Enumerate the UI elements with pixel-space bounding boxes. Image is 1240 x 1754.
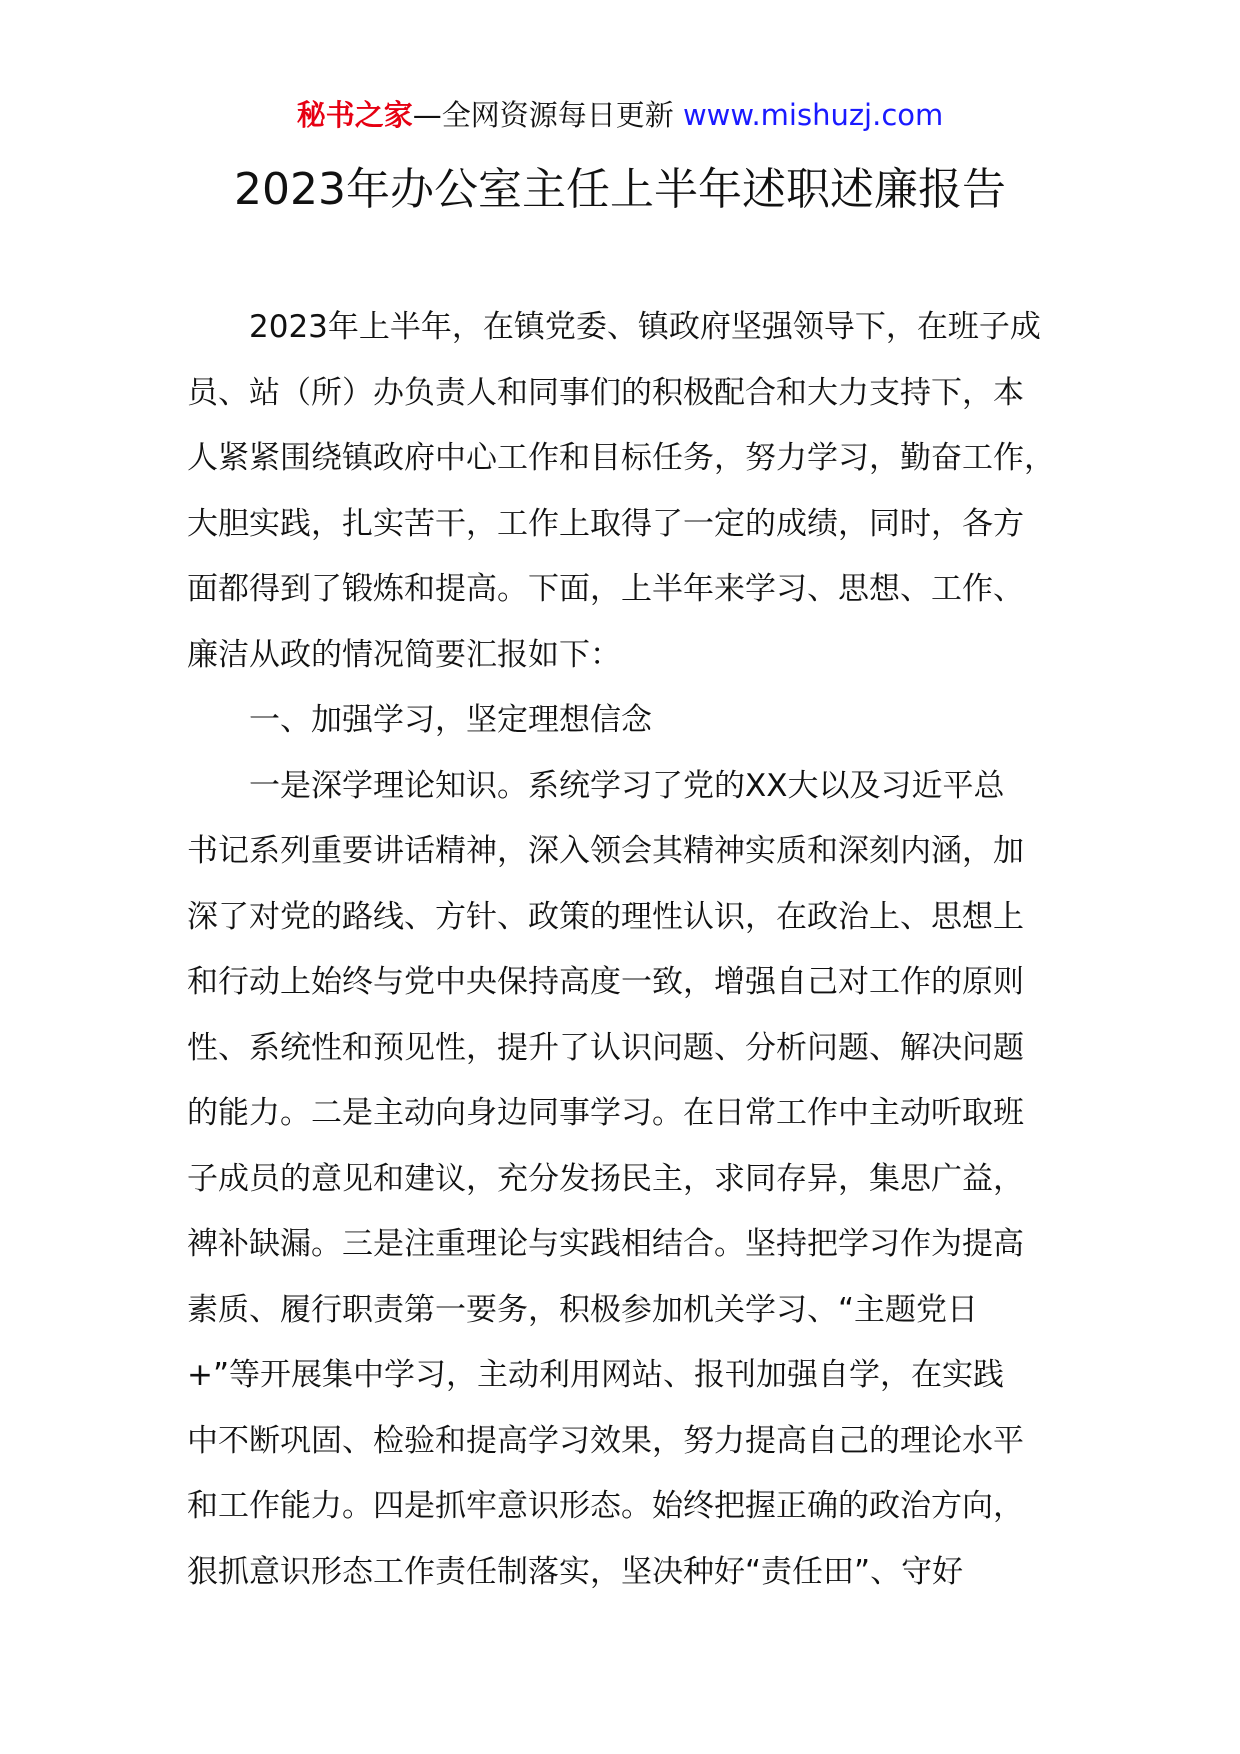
body-text-line: 一、加强学习，坚定理想信念 [249,702,652,738]
body-text-line: 性、系统性和预见性，提升了认识问题、分析问题、解决问题 [187,1029,1024,1066]
document-title: 2023年办公室主任上半年述职述廉报告 [234,164,1006,215]
body-text-line: 廉洁从政的情况简要汇报如下： [187,636,621,673]
site-tagline: —全网资源每日更新 [412,98,674,132]
body-text-line: 员、站（所）办负责人和同事们的积极配合和大力支持下，本 [187,374,1024,411]
body-text-line: 和行动上始终与党中央保持高度一致，增强自己对工作的原则 [187,964,1024,1000]
body-text-line: 一是深学理论知识。系统学习了党的XX大以及习近平总 [249,767,1005,804]
body-text-line: 狠抓意识形态工作责任制落实，坚决种好“责任田”、守好 [187,1553,964,1590]
body-text-line: 中不断巩固、检验和提高学习效果，努力提高自己的理论水平 [187,1422,1024,1459]
brand-name: 秘书之家 [296,98,413,132]
body-text-line: 面都得到了锻炼和提高。下面，上半年来学习、思想、工作、 [187,571,1024,607]
site-header [0,95,1240,135]
body-text-line: 素质、履行职责第一要务，积极参加机关学习、“主题党日 [187,1291,979,1328]
body-text-line: 书记系列重要讲话精神，深入领会其精神实质和深刻内涵，加 [187,833,1024,869]
body-text-line: 深了对党的路线、方针、政策的理性认识，在政治上、思想上 [187,898,1024,935]
body-text-line: 裨补缺漏。三是注重理论与实践相结合。坚持把学习作为提高 [187,1226,1024,1262]
body-text-line: +”等开展集中学习，主动利用网站、报刊加强自学，在实践 [187,1357,1005,1393]
body-text-line: 和工作能力。四是抓牢意识形态。始终把握正确的政治方向， [187,1488,1024,1524]
site-url-link[interactable]: www.mishuzj.com [682,98,944,132]
body-text-line: 的能力。二是主动向身边同事学习。在日常工作中主动听取班 [187,1095,1024,1131]
body-text-line: 子成员的意见和建议，充分发扬民主，求同存异，集思广益， [187,1160,1024,1197]
document-body [187,295,1057,1605]
body-text-line: 人紧紧围绕镇政府中心工作和目标任务，努力学习，勤奋工作， [187,440,1055,476]
body-text-line: 大胆实践，扎实苦干，工作上取得了一定的成绩，同时，各方 [187,505,1024,542]
body-text-line: 2023年上半年，在镇党委、镇政府坚强领导下，在班子成 [249,309,1041,345]
